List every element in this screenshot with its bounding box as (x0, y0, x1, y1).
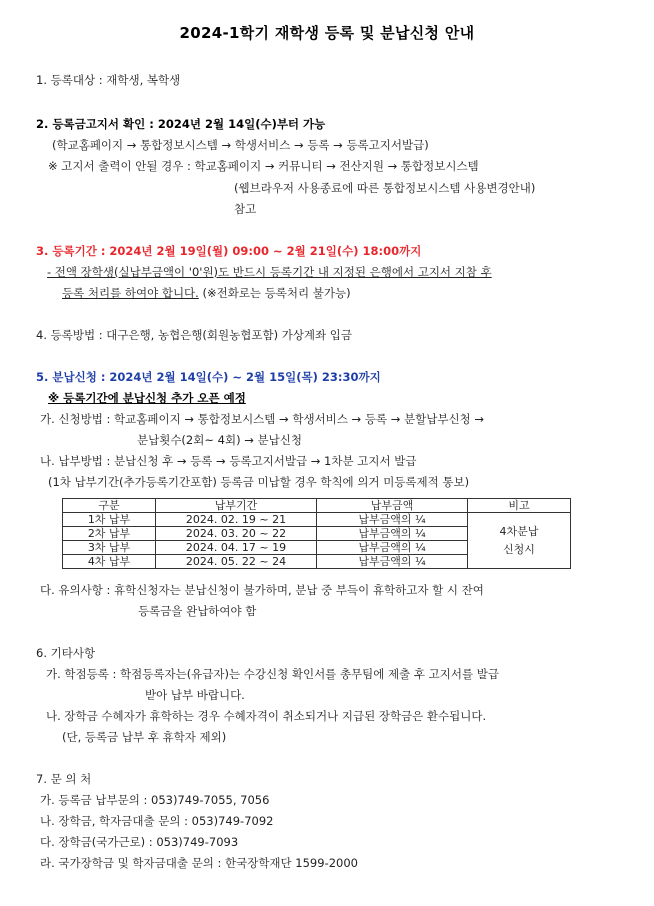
installment-table (62, 498, 571, 569)
contact-item: 가. 등록금 납부문의 : 053)749-7055, 7056 (40, 793, 270, 807)
section5-na-line2: (1차 납부기간(추가등록기간포함) 등록금 미납할 경우 학칙에 의거 미등록제적 통보) (48, 475, 470, 489)
section1-text: 1. 등록대상 : 재학생, 복학생 (36, 73, 181, 87)
section2-path: (학교홈페이지 → 통합정보시스템 → 학생서비스 → 등록 → 등록고지서발급) (52, 138, 429, 152)
table-cell: 1차 납부 (63, 513, 156, 527)
section3-line2-underlined: 등록 처리를 하여야 합니다. (62, 286, 199, 300)
section5-ga-line1: 가. 신청방법 : 학교홈페이지 → 통합정보시스템 → 학생서비스 → 등록 → 분할납부신청 → (40, 412, 484, 426)
section2-heading: 2. 등록금고지서 확인 : 2024년 2월 14일(수)부터 가능 (36, 117, 326, 131)
table-header-cell: 비고 (468, 499, 571, 513)
section6-na-line1: 나. 장학금 수혜자가 휴학하는 경우 수혜자격이 취소되거나 지급된 장학금은 환수됩니다. (46, 709, 487, 723)
section5-da-line2: 등록금을 완납하여야 함 (138, 604, 257, 618)
table-cell: 2차 납부 (63, 527, 156, 541)
table-cell: 납부금액의 ¼ (317, 513, 468, 527)
section5-extra-notice: ※ 등록기간에 분납신청 추가 오픈 예정 (48, 391, 246, 405)
section2-note-line1: ※ 고지서 출력이 안될 경우 : 학교홈페이지 → 커뮤니티 → 전산지원 → 통합정보시스템 (48, 159, 479, 173)
section5-ga-line2: 분납횟수(2회~ 4회) → 분납신청 (137, 433, 302, 447)
section5-na-line1: 나. 납부방법 : 분납신청 후 → 등록 → 등록고지서발급 → 1차분 고지서 발급 (40, 454, 417, 468)
section5-heading: 5. 분납신청 : 2024년 2월 14일(수) ~ 2월 15일(목) 23:30까지 (36, 370, 381, 384)
section4-text: 4. 등록방법 : 대구은행, 농협은행(회원농협포함) 가상계좌 입금 (36, 328, 353, 342)
table-note-line1: 4차분납 (499, 524, 539, 538)
section5-da-line1: 다. 유의사항 : 휴학신청자는 분납신청이 불가하며, 분납 중 부득이 휴학하고자 할 시 잔여 (40, 583, 484, 597)
section7-heading: 7. 문 의 처 (36, 772, 92, 786)
table-header-row (63, 499, 571, 513)
table-header-cell: 납부기간 (156, 499, 317, 513)
table-cell: 3차 납부 (63, 541, 156, 555)
table-note-line2: 신청시 (503, 542, 535, 556)
section3-line1: - 전액 장학생(실납부금액이 '0'원)도 반드시 등록기간 내 지정된 은행에서 고지서 지참 후 (47, 265, 492, 279)
table-cell: 납부금액의 ¼ (317, 527, 468, 541)
section6-heading: 6. 기타사항 (36, 646, 96, 660)
table-cell: 납부금액의 ¼ (317, 541, 468, 555)
table-header-cell: 납부금액 (317, 499, 468, 513)
section3-line2-rest: (※전화로는 등록처리 불가능) (198, 286, 351, 300)
contact-item: 라. 국가장학금 및 학자금대출 문의 : 한국장학재단 1599-2000 (40, 856, 358, 870)
section3-heading: 3. 등록기간 : 2024년 2월 19일(월) 09:00 ~ 2월 21일(수) 18:00까지 (36, 244, 422, 258)
section2-note-line2: (웹브라우저 사용종료에 따른 통합정보시스템 사용변경안내) (234, 181, 536, 195)
contact-item: 나. 장학금, 학자금대출 문의 : 053)749-7092 (40, 814, 274, 828)
table-row (63, 513, 571, 527)
section3-line2 (62, 285, 351, 301)
section2-note-line3: 참고 (234, 202, 257, 216)
table-cell: 납부금액의 ¼ (317, 555, 468, 569)
table-header-cell: 구분 (63, 499, 156, 513)
section6-na-line2: (단, 등록금 납부 후 휴학자 제외) (62, 730, 227, 744)
table-cell: 2024. 05. 22 ~ 24 (156, 555, 317, 569)
table-cell: 2024. 04. 17 ~ 19 (156, 541, 317, 555)
section6-ga-line1: 가. 학점등록 : 학점등록자는(유급자)는 수강신청 확인서를 총무팀에 제출 후 고지서를 발급 (46, 667, 499, 681)
table-cell: 4차 납부 (63, 555, 156, 569)
page-title: 2024-1학기 재학생 등록 및 분납신청 안내 (179, 24, 475, 42)
contact-item: 다. 장학금(국가근로) : 053)749-7093 (40, 835, 239, 849)
table-cell: 2024. 02. 19 ~ 21 (156, 513, 317, 527)
section6-ga-line2: 받아 납부 바랍니다. (145, 688, 245, 702)
table-cell: 2024. 03. 20 ~ 22 (156, 527, 317, 541)
table-note-cell (468, 513, 571, 569)
